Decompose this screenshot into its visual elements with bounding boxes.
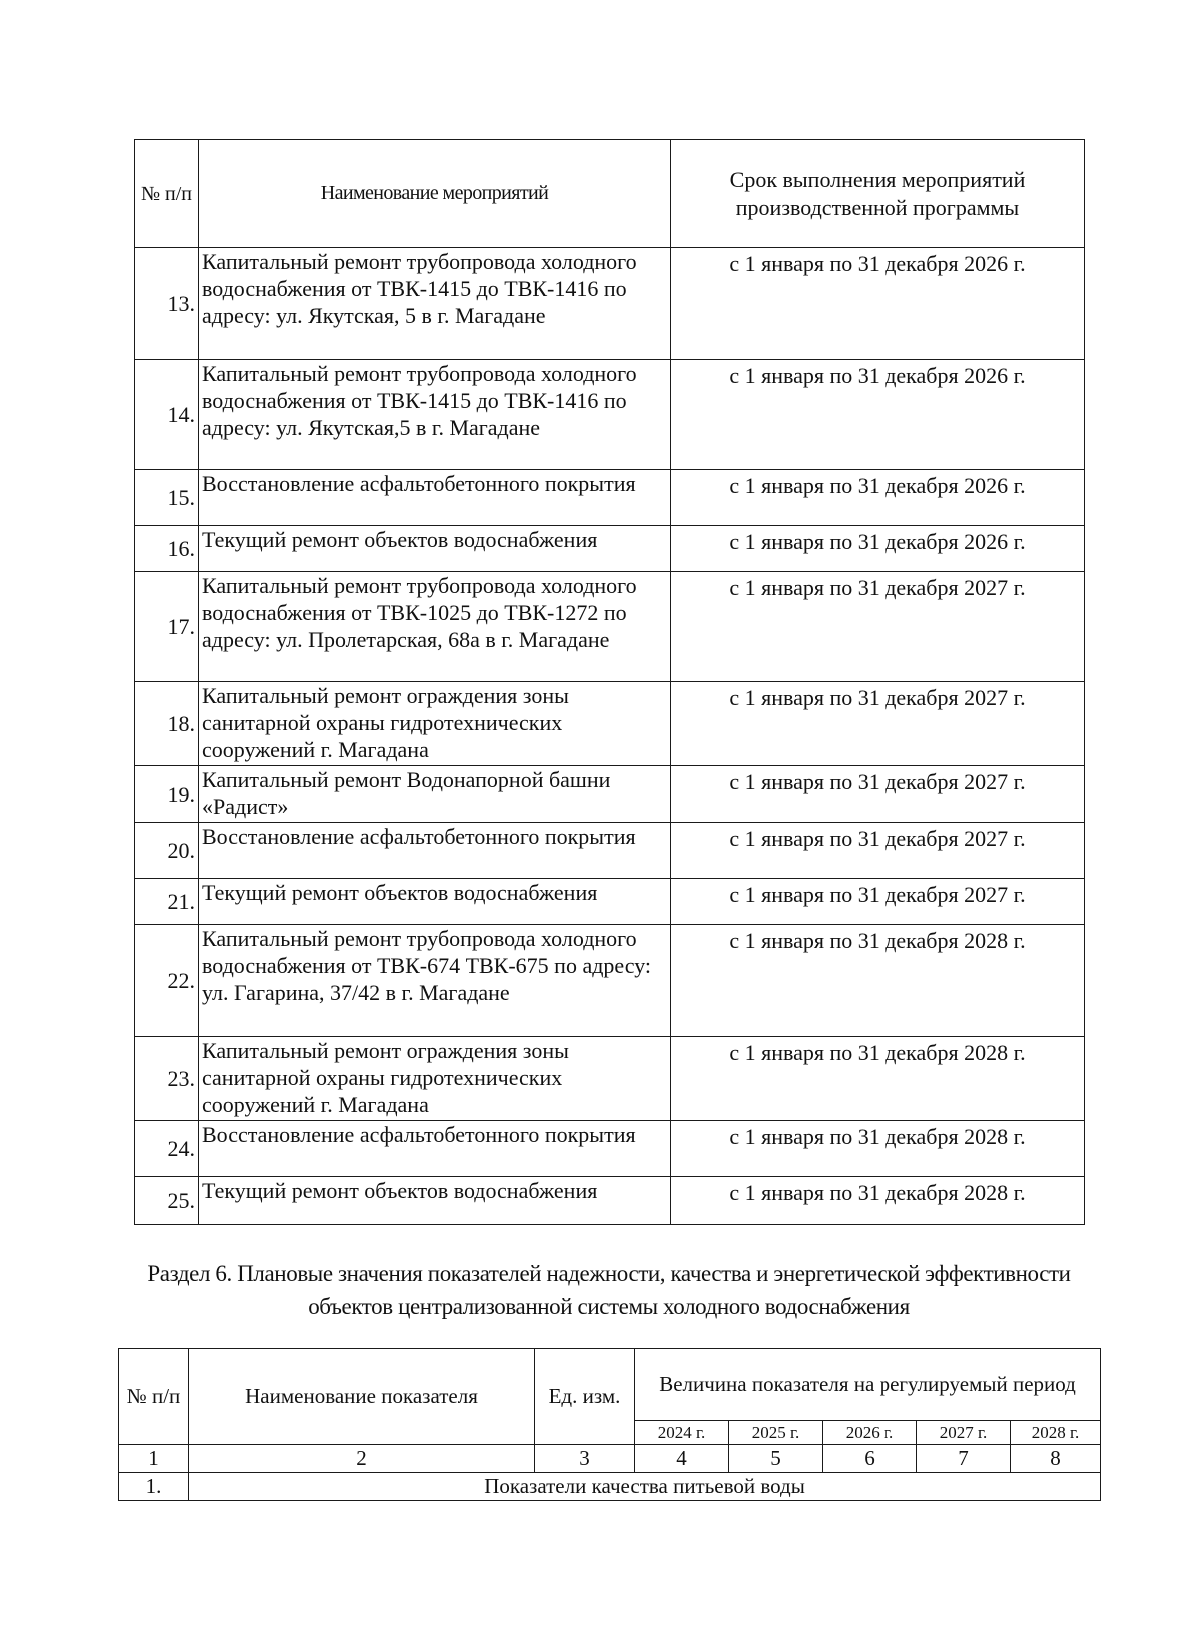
table-row	[135, 1037, 1085, 1121]
column-number: 7	[917, 1445, 1011, 1473]
row-term: с 1 января по 31 декабря 2028 г.	[671, 925, 1085, 1037]
table-row	[135, 1121, 1085, 1177]
row-activity: Капитальный ремонт ограждения зоны санитарной охраны гидротехнических сооружений г. Магадана	[199, 1037, 671, 1121]
column-number: 4	[635, 1445, 729, 1473]
row-activity: Капитальный ремонт Водонапорной башни «Радист»	[199, 766, 671, 823]
table-row	[135, 879, 1085, 925]
row-num: 22.	[135, 925, 199, 1037]
row-activity: Восстановление асфальтобетонного покрытия	[199, 823, 671, 879]
row-activity: Капитальный ремонт трубопровода холодного водоснабжения от ТВК-674 ТВК-675 по адресу: ул. Гагарина, 37/42 в г. Магадане	[199, 925, 671, 1037]
header-term: Срок выполнения мероприятий производственной программы	[671, 140, 1085, 248]
row-num: 24.	[135, 1121, 199, 1177]
header-num: № п/п	[135, 140, 199, 248]
table-row	[135, 925, 1085, 1037]
row-num: 25.	[135, 1177, 199, 1225]
row-num: 19.	[135, 766, 199, 823]
row-term: с 1 января по 31 декабря 2027 г.	[671, 766, 1085, 823]
header-year: 2027 г.	[917, 1421, 1011, 1445]
row-activity: Капитальный ремонт ограждения зоны санитарной охраны гидротехнических сооружений г. Магадана	[199, 682, 671, 766]
row-num: 23.	[135, 1037, 199, 1121]
row-activity: Восстановление асфальтобетонного покрытия	[199, 470, 671, 526]
row-term: с 1 января по 31 декабря 2026 г.	[671, 248, 1085, 360]
row-activity: Капитальный ремонт трубопровода холодного водоснабжения от ТВК-1025 до ТВК-1272 по адресу: ул. Пролетарская, 68а в г. Магадане	[199, 572, 671, 682]
header-year: 2028 г.	[1011, 1421, 1101, 1445]
column-number: 1	[119, 1445, 189, 1473]
row-term: с 1 января по 31 декабря 2027 г.	[671, 879, 1085, 925]
column-number: 8	[1011, 1445, 1101, 1473]
row-num: 21.	[135, 879, 199, 925]
row-term: с 1 января по 31 декабря 2028 г.	[671, 1037, 1085, 1121]
header-num: № п/п	[119, 1349, 189, 1445]
table-header-row	[135, 140, 1085, 248]
table-row	[135, 248, 1085, 360]
indicators-table	[118, 1348, 1101, 1501]
table-row	[135, 823, 1085, 879]
column-number-row	[119, 1445, 1101, 1473]
table-row	[135, 572, 1085, 682]
section-6-title: Раздел 6. Плановые значения показателей надежности, качества и энергетической эффективности объектов централизованной системы холодного водоснабжения	[147, 1261, 1071, 1319]
column-number: 2	[189, 1445, 535, 1473]
table-row	[135, 360, 1085, 470]
table-row	[135, 766, 1085, 823]
row-activity: Текущий ремонт объектов водоснабжения	[199, 526, 671, 572]
header-year: 2025 г.	[729, 1421, 823, 1445]
indicators-header-row	[119, 1349, 1101, 1421]
row-activity: Восстановление асфальтобетонного покрытия	[199, 1121, 671, 1177]
activities-table	[134, 139, 1085, 1225]
row-num: 15.	[135, 470, 199, 526]
group-num: 1.	[119, 1473, 189, 1501]
row-activity: Капитальный ремонт трубопровода холодного водоснабжения от ТВК-1415 до ТВК-1416 по адресу: ул. Якутская,5 в г. Магадане	[199, 360, 671, 470]
row-activity: Текущий ремонт объектов водоснабжения	[199, 1177, 671, 1225]
row-activity: Капитальный ремонт трубопровода холодного водоснабжения от ТВК-1415 до ТВК-1416 по адресу: ул. Якутская, 5 в г. Магадане	[199, 248, 671, 360]
row-term: с 1 января по 31 декабря 2026 г.	[671, 470, 1085, 526]
column-number: 6	[823, 1445, 917, 1473]
header-year: 2026 г.	[823, 1421, 917, 1445]
table-row	[135, 682, 1085, 766]
row-term: с 1 января по 31 декабря 2026 г.	[671, 360, 1085, 470]
column-number: 5	[729, 1445, 823, 1473]
row-num: 14.	[135, 360, 199, 470]
header-unit: Ед. изм.	[535, 1349, 635, 1445]
header-indicator-name: Наименование показателя	[189, 1349, 535, 1445]
row-activity: Текущий ремонт объектов водоснабжения	[199, 879, 671, 925]
row-num: 13.	[135, 248, 199, 360]
header-period: Величина показателя на регулируемый период	[635, 1349, 1101, 1421]
row-num: 16.	[135, 526, 199, 572]
row-term: с 1 января по 31 декабря 2028 г.	[671, 1121, 1085, 1177]
header-activity-name: Наименование мероприятий	[199, 140, 671, 248]
group-label: Показатели качества питьевой воды	[189, 1473, 1101, 1501]
row-num: 17.	[135, 572, 199, 682]
table-row	[135, 470, 1085, 526]
header-year: 2024 г.	[635, 1421, 729, 1445]
row-term: с 1 января по 31 декабря 2027 г.	[671, 823, 1085, 879]
row-term: с 1 января по 31 декабря 2027 г.	[671, 682, 1085, 766]
table-row	[135, 1177, 1085, 1225]
group-row	[119, 1473, 1101, 1501]
row-num: 18.	[135, 682, 199, 766]
row-num: 20.	[135, 823, 199, 879]
table-row	[135, 526, 1085, 572]
column-number: 3	[535, 1445, 635, 1473]
row-term: с 1 января по 31 декабря 2027 г.	[671, 572, 1085, 682]
row-term: с 1 января по 31 декабря 2026 г.	[671, 526, 1085, 572]
row-term: с 1 января по 31 декабря 2028 г.	[671, 1177, 1085, 1225]
